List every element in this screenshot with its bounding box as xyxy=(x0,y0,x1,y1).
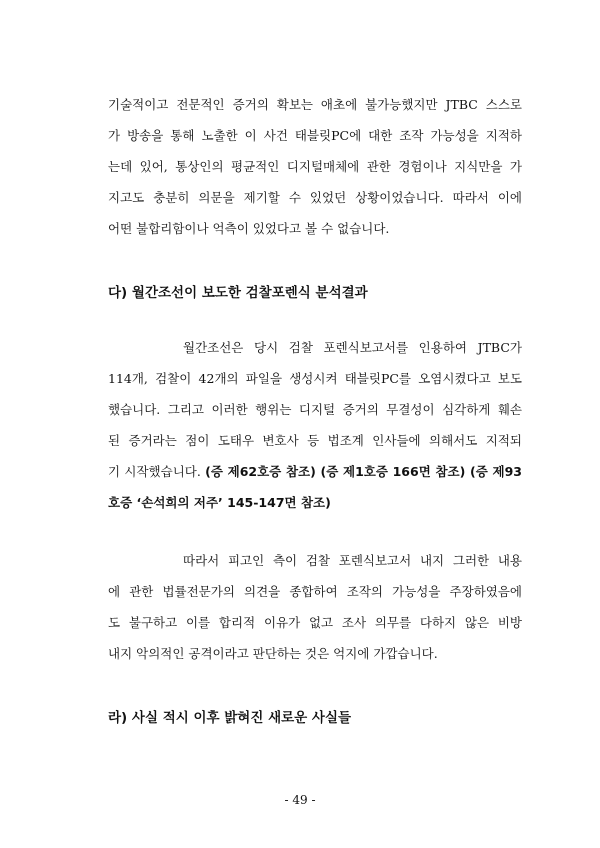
text-line: 내지 악의적인 공격이라고 판단하는 것은 억지에 가깝습니다. xyxy=(108,646,438,661)
reference-citation: 호증 ‘손석희의 저주’ 145-147면 참조) xyxy=(108,495,331,510)
text-line: 에 관한 법률전문가의 의견을 종합하여 조작의 가능성을 주장하였음에 xyxy=(108,584,522,599)
text-line: 지고도 충분히 의문을 제기할 수 있었던 상황이었습니다. 따라서 이에 xyxy=(108,190,522,205)
reference-citation: (증 제62호증 참조) (증 제1호증 166면 참조) (증 제93 xyxy=(205,464,522,479)
text-line: 했습니다. 그리고 이러한 행위는 디지털 증거의 무결성이 심각하게 훼손 xyxy=(108,402,522,417)
text-line: 114개, 검찰이 42개의 파일을 생성시켜 태블릿PC를 오염시켰다고 보도 xyxy=(108,371,522,386)
text-line: 도 불구하고 이를 합리적 이유가 없고 조사 의무를 다하지 않은 비방 xyxy=(108,615,522,630)
text-line: 가 방송을 통해 노출한 이 사건 태블릿PC에 대한 조작 가능성을 지적하 xyxy=(108,128,522,143)
text-line xyxy=(108,464,522,480)
section-heading: 라) 사실 적시 이후 밝혀진 새로운 사실들 xyxy=(108,710,352,726)
text-line: 따라서 피고인 측이 검찰 포렌식보고서 내지 그러한 내용 xyxy=(183,553,522,568)
page-number: - 49 - xyxy=(284,793,316,807)
text-line: 어떤 불합리함이나 억측이 있었다고 볼 수 없습니다. xyxy=(108,221,390,236)
text-line: 기술적이고 전문적인 증거의 확보는 애초에 불가능했지만 JTBC 스스로 xyxy=(108,97,522,112)
text-line: 된 증거라는 점이 도태우 변호사 등 법조계 인사들에 의해서도 지적되 xyxy=(108,433,522,448)
section-heading: 다) 월간조선이 보도한 검찰포렌식 분석결과 xyxy=(108,285,368,301)
text-line: 월간조선은 당시 검찰 포렌식보고서를 인용하여 JTBC가 xyxy=(183,340,522,355)
text-line: 는데 있어, 통상인의 평균적인 디지털매체에 관한 경험이나 지식만을 가 xyxy=(108,159,522,174)
text-span: 기 시작했습니다. xyxy=(108,464,206,479)
